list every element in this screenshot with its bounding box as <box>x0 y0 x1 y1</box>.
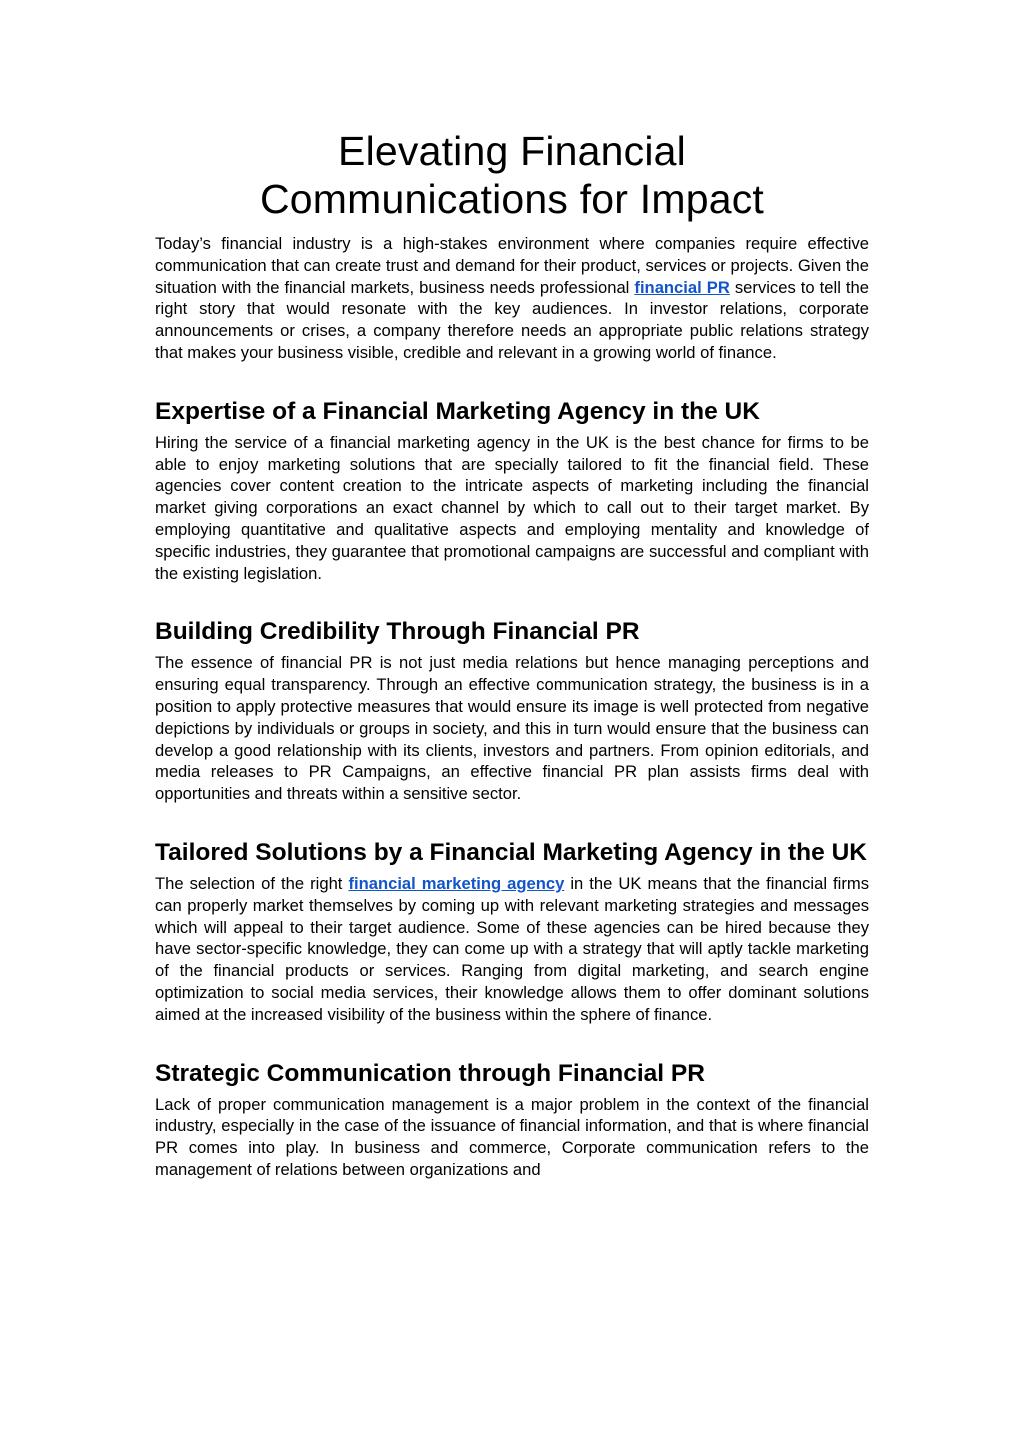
section-body-expertise: Hiring the service of a financial marketing agency in the UK is the best chance for firms to be able to enjoy marketing solutions that are specially tailored to fit the financial field. These agencies cover content creation to the intricate aspects of marketing including the financial market giving corporations an exact channel by which to call out to their target market. By employing quantitative and qualitative aspects and employing mentality and knowledge of specific industries, they guarantee that promotional campaigns are successful and compliant with the existing legislation. <box>155 432 869 583</box>
financial-pr-link[interactable]: financial PR <box>634 277 730 297</box>
tailored-text-after-link: in the UK means that the financial firms can properly market themselves by coming up with relevant marketing strategies and messages which will appeal to their target audience. Some of these agencies can be hired because they have sector-specific knowledge, they can come up with a strategy that will aptly tackle marketing of the financial products or services. Ranging from digital marketing, and search engine optimization to social media services, their knowledge allows them to offer dominant solutions aimed at the increased visibility of the business within the sphere of finance. <box>155 873 870 1024</box>
document-title-line-2: Communications for Impact <box>259 176 764 222</box>
document-title-line-1: Elevating Financial <box>338 128 686 174</box>
section-heading-expertise: Expertise of a Financial Marketing Agency in the UK <box>155 397 760 425</box>
intro-text-before-link: Today’s financial industry is a high-stakes environment where companies require effective communication that can create trust and demand for their product, services or projects. Given the situation with the financial markets, business needs professional <box>155 234 869 297</box>
intro-paragraph <box>155 233 869 364</box>
section-body-tailored-solutions <box>155 873 869 1026</box>
document-page <box>155 127 869 1181</box>
section-body-credibility: The essence of financial PR is not just media relations but hence managing perceptions and ensuring equal transparency. Through an effective communication strategy, the business is in a position to apply protective measures that would ensure its image is well protected from negative depictions by individuals or groups in society, and this in turn would ensure that the business can develop a good relationship with its clients, investors and partners. From opinion editorials, and media releases to PR Campaigns, an effective financial PR plan assists firms deal with opportunities and threats within a sensitive sector. <box>155 653 869 804</box>
section-heading-strategic-communication: Strategic Communication through Financial PR <box>155 1059 705 1087</box>
section-heading-credibility: Building Credibility Through Financial PR <box>155 618 640 646</box>
financial-marketing-agency-link[interactable]: financial marketing agency <box>348 873 565 893</box>
tailored-text-before-link: The selection of the right <box>155 873 349 893</box>
intro-text-after-link: services to tell the right story that would resonate with the key audiences. In investor relations, corporate announcements or crises, a company therefore needs an appropriate public relations strategy that makes your business visible, credible and relevant in a growing world of finance. <box>155 277 869 362</box>
section-heading-tailored-solutions: Tailored Solutions by a Financial Marketing Agency in the UK <box>155 838 867 866</box>
document-title <box>155 127 869 223</box>
section-body-strategic-communication: Lack of proper communication management is a major problem in the context of the financial industry, especially in the case of the issuance of financial information, and that is where financial PR comes into play. In business and commerce, Corporate communication refers to the management of relations between organizations and <box>155 1094 869 1179</box>
